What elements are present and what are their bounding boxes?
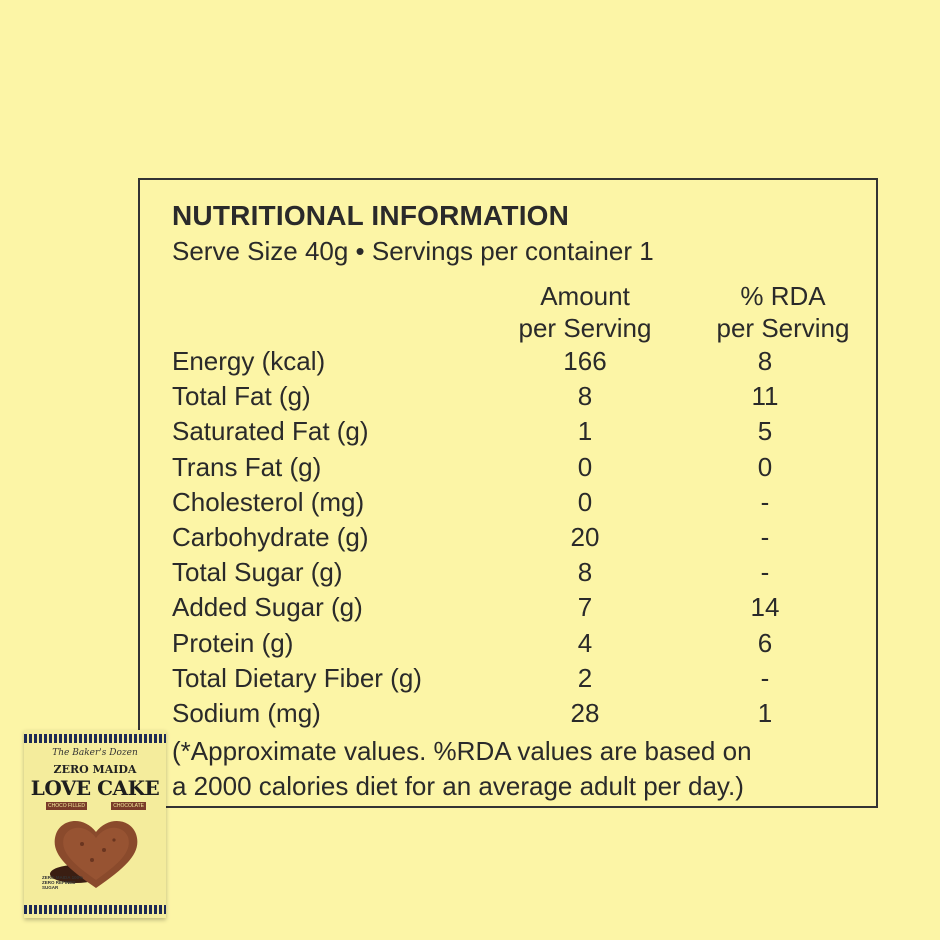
amount-value: 0 — [577, 451, 593, 482]
table-row — [172, 450, 862, 485]
rda-value: 11 — [751, 381, 779, 412]
pack-line1: ZERO MAIDA — [53, 763, 137, 776]
rda-value: 5 — [757, 416, 773, 447]
table-row — [172, 520, 862, 555]
amount-header-line2: per Serving — [518, 313, 652, 343]
nutrient-name: Added Sugar (g) — [172, 592, 363, 623]
rda-header-line2: per Serving — [716, 313, 850, 343]
rda-value: 14 — [750, 592, 780, 623]
footnote — [172, 734, 872, 804]
product-pack-image — [24, 730, 166, 918]
amount-value: 20 — [570, 522, 600, 553]
amount-value: 8 — [577, 381, 593, 412]
amount-value: 28 — [570, 697, 600, 728]
nutrient-name: Carbohydrate (g) — [172, 522, 369, 553]
amount-value: 1 — [577, 416, 593, 447]
rda-value: 1 — [757, 697, 773, 728]
nutrient-name: Energy (kcal) — [172, 346, 326, 377]
amount-value: 8 — [577, 557, 593, 588]
rda-column-header — [698, 280, 868, 344]
table-row — [172, 590, 862, 625]
rda-value: - — [760, 557, 770, 588]
nutrient-name: Saturated Fat (g) — [172, 416, 369, 447]
rda-value: - — [760, 522, 770, 553]
rda-header-line1: % RDA — [740, 281, 826, 311]
table-row — [172, 414, 862, 449]
nutrition-table — [172, 344, 862, 731]
nutrient-name: Sodium (mg) — [172, 697, 321, 728]
rda-value: 0 — [757, 451, 773, 482]
table-row — [172, 626, 862, 661]
rda-value: - — [760, 486, 770, 517]
pack-stripe-top — [24, 734, 166, 743]
pack-line2: LOVE CAKE — [30, 776, 160, 800]
table-row — [172, 485, 862, 520]
table-row — [172, 344, 862, 379]
amount-value: 7 — [577, 592, 593, 623]
amount-value: 2 — [577, 662, 593, 693]
amount-value: 4 — [577, 627, 593, 658]
nutrient-name: Cholesterol (mg) — [172, 486, 365, 517]
footnote-line2: a 2000 calories diet for an average adult per day.) — [172, 771, 744, 801]
rda-value: 8 — [757, 346, 773, 377]
nutrient-name: Trans Fat (g) — [172, 451, 322, 482]
amount-header-line1: Amount — [540, 281, 630, 311]
nutrient-name: Total Dietary Fiber (g) — [172, 662, 422, 693]
nutrient-name: Protein (g) — [172, 627, 294, 658]
pack-stripe-bottom — [24, 905, 166, 914]
table-row — [172, 555, 862, 590]
pack-tag-right: CHOCOLATE — [113, 803, 144, 809]
table-row — [172, 661, 862, 696]
footnote-line1: (*Approximate values. %RDA values are based on — [172, 736, 752, 766]
nutrition-title: NUTRITIONAL INFORMATION — [172, 200, 570, 231]
nutrient-name: Total Sugar (g) — [172, 557, 343, 588]
amount-column-header — [500, 280, 670, 344]
pack-brand-logo: The Baker's Dozen — [52, 748, 138, 758]
amount-value: 0 — [577, 486, 593, 517]
pack-foot-text: ZERO MAIDA 100% ZERO REFINED SUGAR — [42, 875, 84, 890]
rda-value: - — [760, 662, 770, 693]
amount-value: 166 — [563, 346, 607, 377]
nutrient-name: Total Fat (g) — [172, 381, 311, 412]
rda-value: 6 — [757, 627, 773, 658]
table-row — [172, 696, 862, 731]
serve-size-text: Serve Size 40g • Servings per container 1 — [172, 236, 654, 266]
pack-tag-left: CHOCO FILLED — [48, 803, 85, 809]
table-row — [172, 379, 862, 414]
